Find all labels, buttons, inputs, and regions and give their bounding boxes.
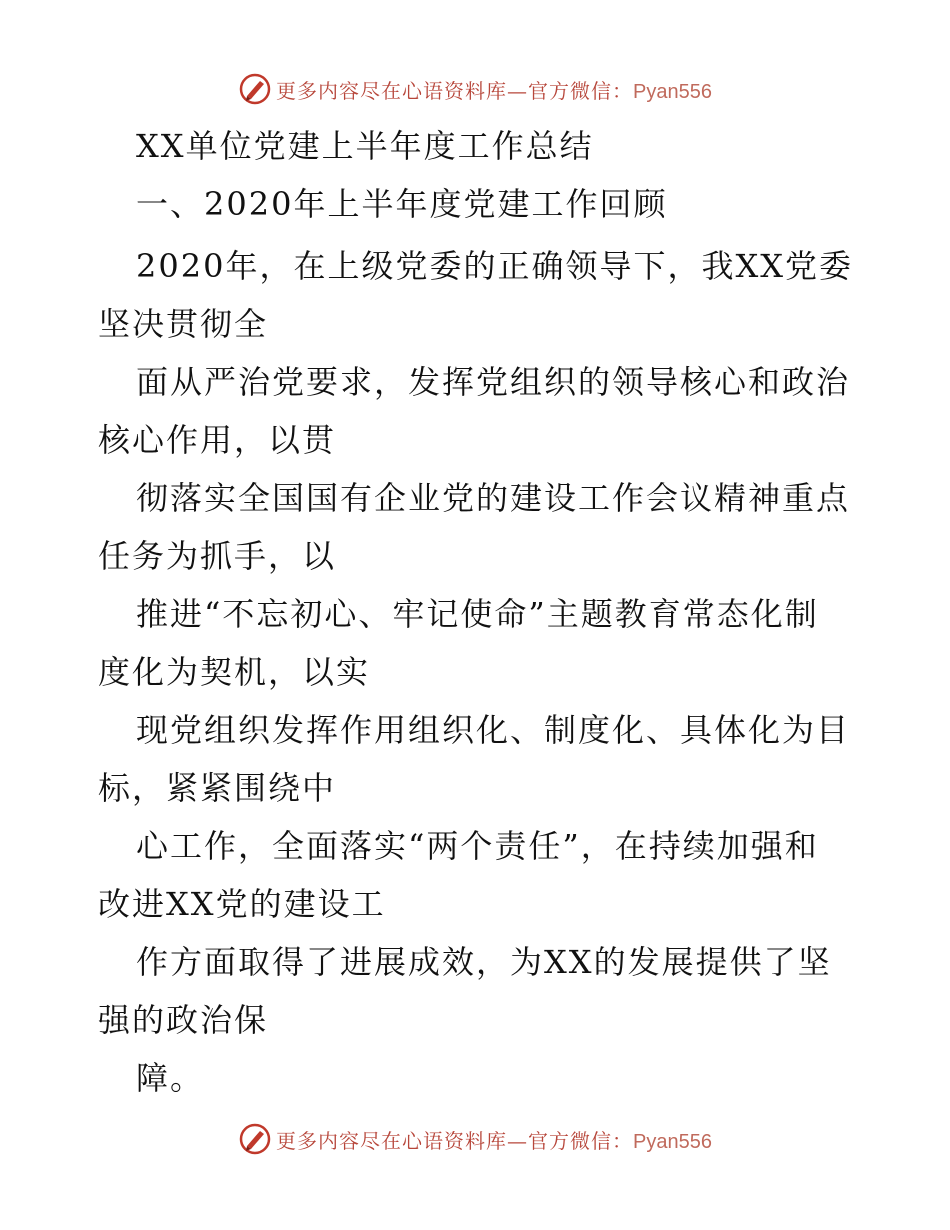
paragraph-line: 2020年，在上级党委的正确领导下，我XX党委 (136, 247, 854, 285)
paragraph-line: 强的政治保 (98, 1001, 269, 1039)
paragraph-line: 改进XX党的建设工 (98, 885, 386, 923)
paragraph-line: 面从严治党要求，发挥党组织的领导核心和政治 (136, 363, 851, 401)
paragraph-line: 障。 (136, 1059, 205, 1097)
paragraph-line: 核心作用，以贯 (98, 421, 337, 459)
paragraph-line: 推进“不忘初心、牢记使命”主题教育常态化制 (136, 595, 819, 633)
document-title: XX单位党建上半年度工作总结 (136, 127, 594, 165)
wechat-handle: Pyan556 (633, 1130, 712, 1153)
paragraph-line: 度化为契机，以实 (98, 653, 371, 691)
header-banner (0, 72, 950, 106)
pen-logo-icon (238, 1122, 272, 1156)
pen-logo-icon (238, 72, 272, 106)
wechat-handle: Pyan556 (633, 80, 712, 103)
banner-text: 更多内容尽在心语资料库—官方微信：Pyan556 (276, 78, 712, 103)
section-heading: 一、2020年上半年度党建工作回顾 (136, 185, 668, 223)
paragraph-line: 任务为抓手，以 (98, 537, 337, 575)
paragraph-line: 现党组织发挥作用组织化、制度化、具体化为目 (136, 711, 851, 749)
paragraph-line: 标，紧紧围绕中 (98, 769, 337, 807)
banner-text: 更多内容尽在心语资料库—官方微信：Pyan556 (276, 1128, 712, 1153)
paragraph-line: 作方面取得了进展成效，为XX的发展提供了坚 (136, 943, 832, 981)
footer-banner (0, 1122, 950, 1156)
paragraph-line: 坚决贯彻全 (98, 305, 269, 343)
paragraph-line: 彻落实全国国有企业党的建设工作会议精神重点 (136, 479, 851, 517)
paragraph-line: 心工作，全面落实“两个责任”，在持续加强和 (136, 827, 819, 865)
